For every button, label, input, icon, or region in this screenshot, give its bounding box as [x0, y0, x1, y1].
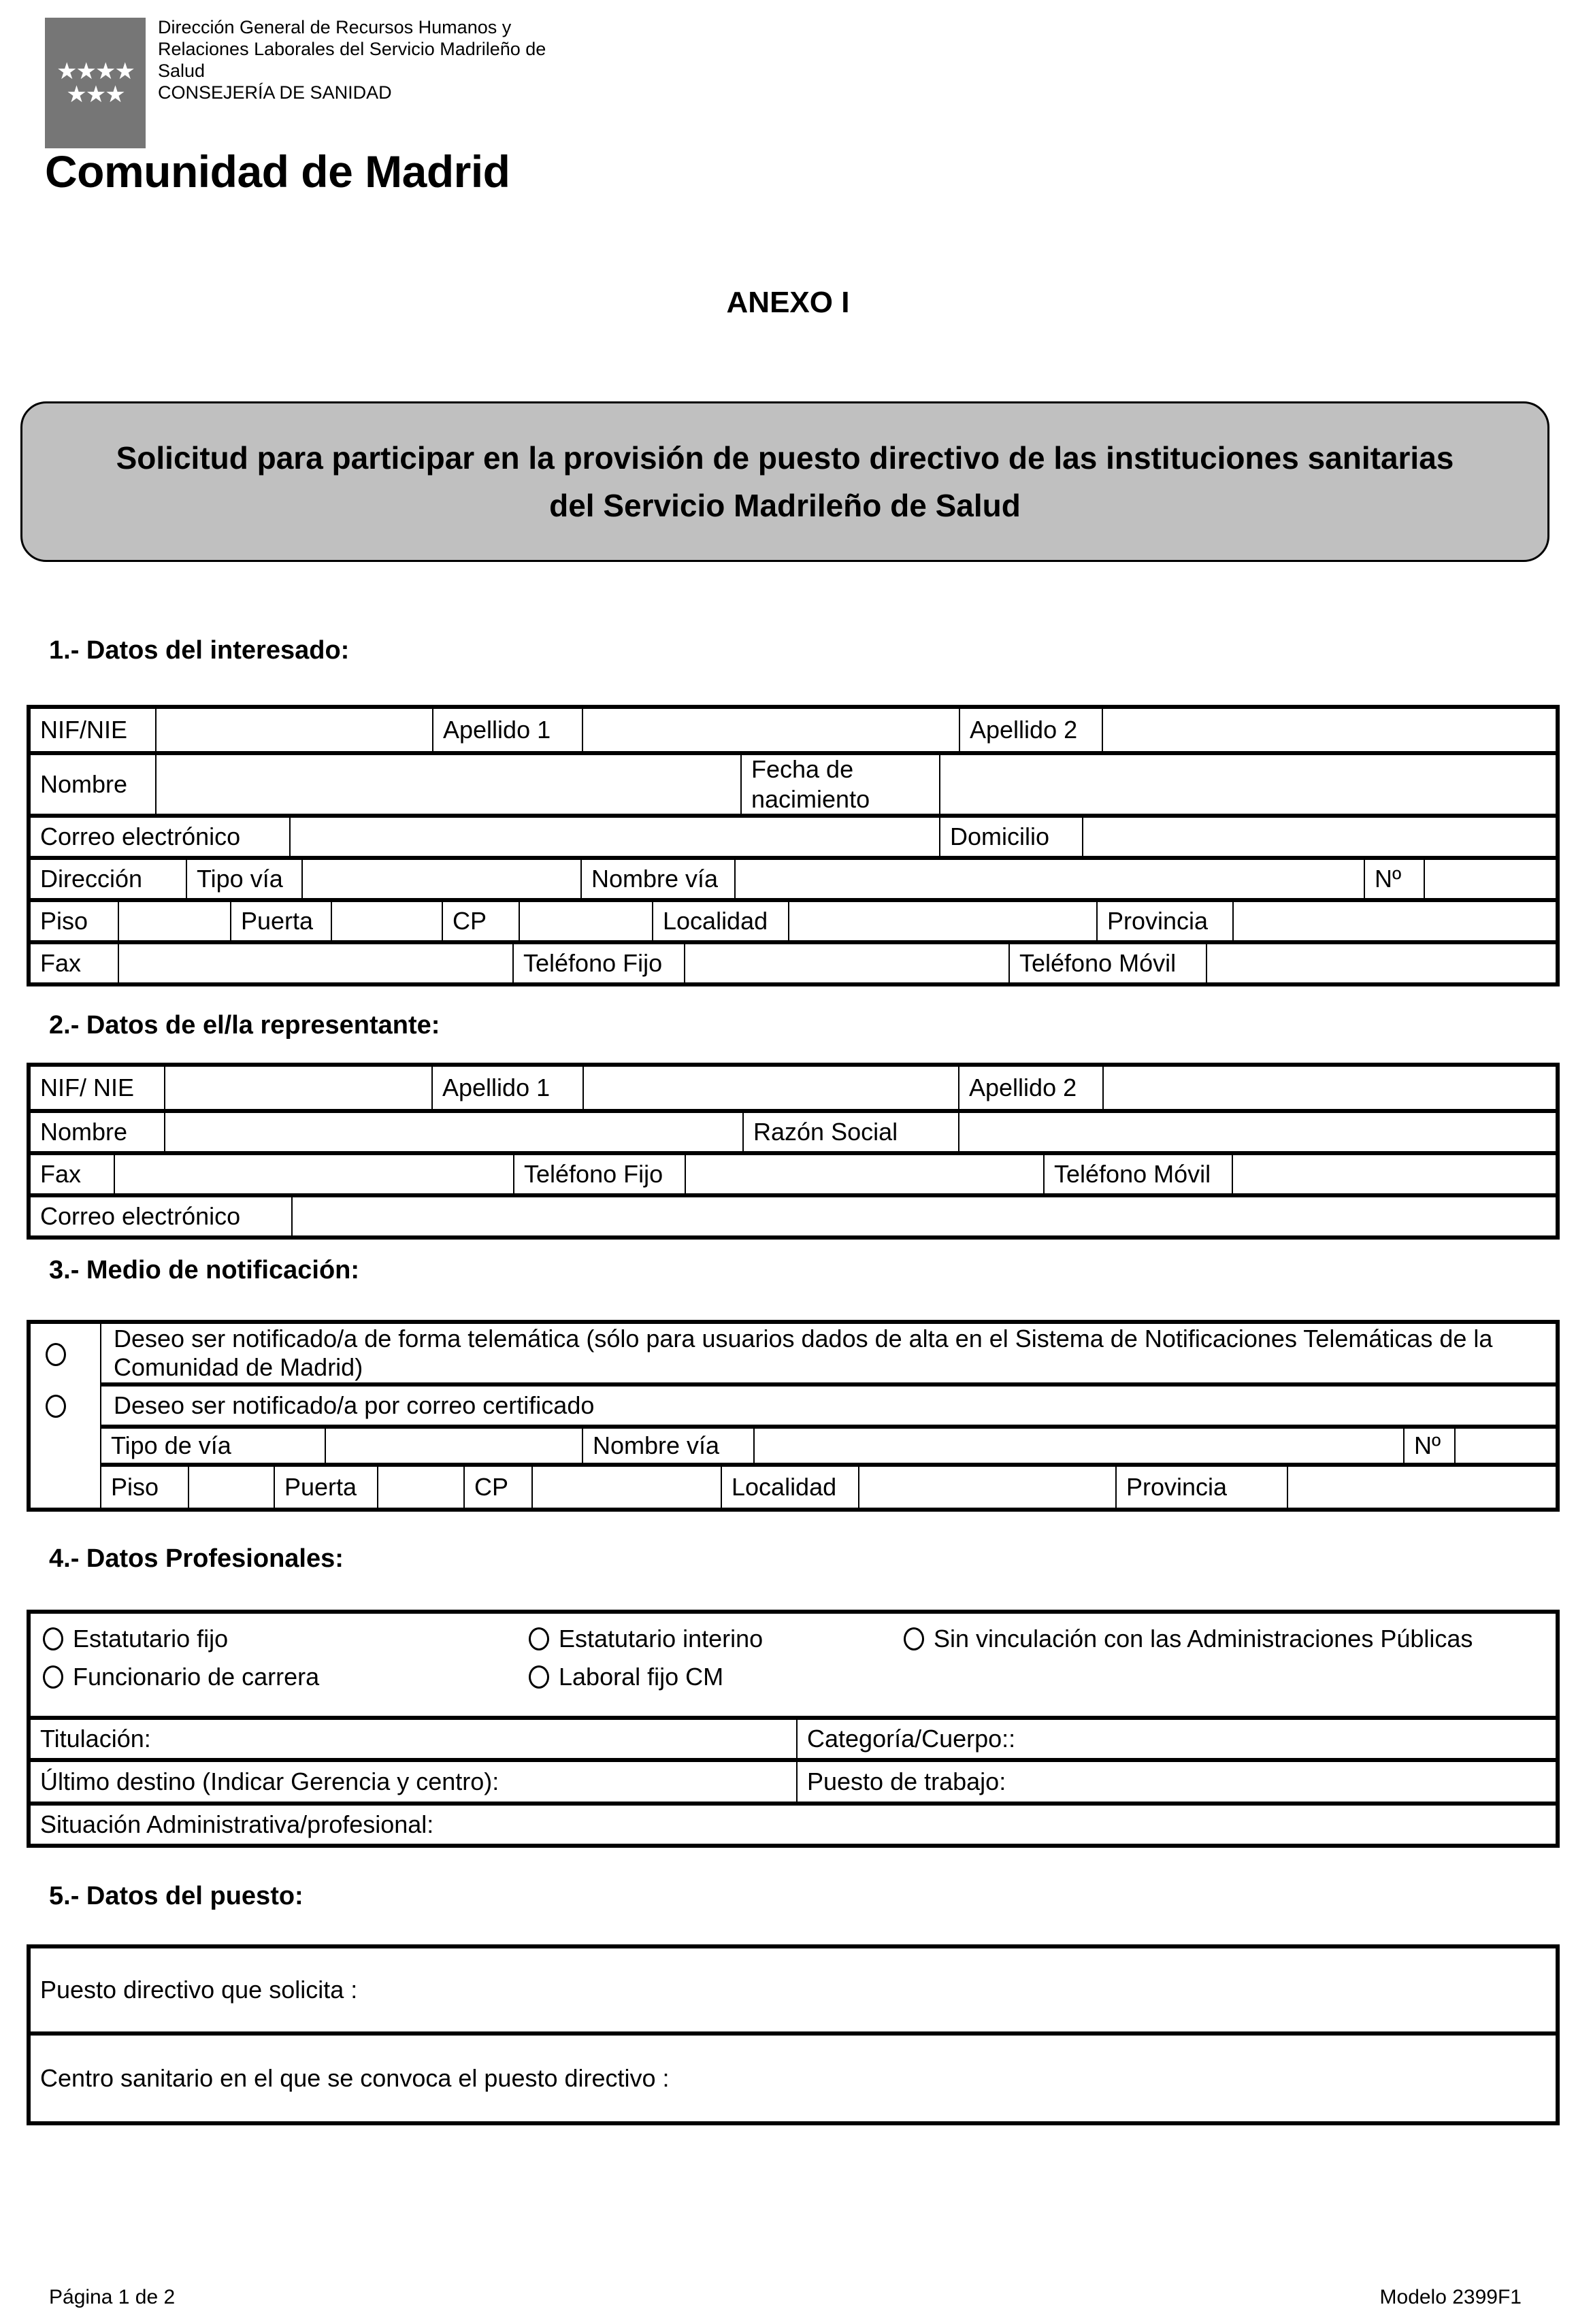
section2-heading: 2.- Datos de el/la representante:	[49, 1011, 440, 1040]
section5-table	[27, 1944, 1560, 2125]
radio-correo-certificado[interactable]	[46, 1395, 66, 1418]
cp-input[interactable]	[519, 902, 652, 940]
label-notif-piso: Piso	[111, 1473, 159, 1501]
titulacion-field[interactable]: Titulación:	[31, 1720, 796, 1758]
label-rep-correo: Correo electrónico	[40, 1202, 241, 1230]
section4-table	[27, 1610, 1560, 1848]
section1-heading: 1.- Datos del interesado:	[49, 636, 350, 665]
label-rep-nif: NIF/ NIE	[40, 1074, 135, 1101]
label-notif-numero: Nº	[1403, 1429, 1454, 1463]
provincia-input[interactable]	[1232, 902, 1556, 940]
section4-heading: 4.- Datos Profesionales:	[49, 1544, 344, 1573]
rep-nif-input[interactable]	[164, 1067, 431, 1109]
fax-input[interactable]	[118, 944, 512, 982]
label-domicilio: Domicilio	[939, 818, 1082, 856]
notif-tipo-via-input[interactable]	[325, 1429, 582, 1463]
option-correo-label: Deseo ser notificado/a por correo certificado	[101, 1387, 1556, 1429]
razon-social-input[interactable]	[958, 1113, 1556, 1151]
option-label: Funcionario de carrera	[73, 1663, 320, 1691]
categoria-field[interactable]: Categoría/Cuerpo::	[796, 1720, 1556, 1758]
domicilio-input[interactable]	[1082, 818, 1556, 856]
org-line: Relaciones Laborales del Servicio Madrileño de	[158, 39, 546, 59]
notif-piso-input[interactable]	[188, 1467, 274, 1508]
option-label: Sin vinculación con las Administraciones Públicas	[934, 1625, 1473, 1653]
notif-numero-input[interactable]	[1454, 1429, 1556, 1463]
localidad-input[interactable]	[788, 902, 1096, 940]
label-apellido2: Apellido 2	[959, 709, 1102, 751]
fecha-line2: nacimiento	[751, 785, 870, 813]
radio-sin-vinculacion[interactable]	[904, 1627, 924, 1650]
notif-cp-input[interactable]	[531, 1467, 721, 1508]
rep-apellido2-input[interactable]	[1102, 1067, 1556, 1109]
puesto-directivo-field[interactable]: Puesto directivo que solicita :	[31, 1948, 1556, 2031]
comunidad-madrid-logo	[45, 18, 146, 148]
label-rep-apellido1: Apellido 1	[431, 1067, 582, 1109]
option-label: Estatutario interino	[559, 1625, 764, 1653]
rep-apellido1-input[interactable]	[582, 1067, 958, 1109]
apellido2-input[interactable]	[1102, 709, 1556, 751]
label-notif-nombre-via: Nombre vía	[582, 1429, 753, 1463]
model-number: Modelo 2399F1	[1379, 2286, 1522, 2308]
section2-table	[27, 1063, 1560, 1240]
label-notif-cp: CP	[463, 1467, 531, 1508]
option-label: Laboral fijo CM	[559, 1663, 724, 1691]
notif-localidad-input[interactable]	[858, 1467, 1115, 1508]
label-rep-nombre: Nombre	[40, 1118, 128, 1146]
telefono-fijo-input[interactable]	[684, 944, 1008, 982]
telefono-movil-input[interactable]	[1206, 944, 1556, 982]
nombre-via-input[interactable]	[734, 860, 1364, 898]
label-notif-tipo-via: Tipo de vía	[111, 1431, 231, 1459]
organization-name	[158, 16, 546, 103]
brand-name: Comunidad de Madrid	[45, 146, 510, 197]
label-cp: CP	[442, 902, 519, 940]
label-fecha-nacimiento	[740, 755, 939, 814]
label-rep-fax: Fax	[40, 1160, 82, 1188]
rep-correo-input[interactable]	[291, 1197, 1556, 1235]
radio-telematica[interactable]	[46, 1343, 66, 1366]
label-rep-apellido2: Apellido 2	[958, 1067, 1102, 1109]
option-laboral-fijo[interactable]	[529, 1663, 723, 1691]
label-puerta: Puerta	[230, 902, 331, 940]
fecha-line1: Fecha de	[751, 755, 854, 783]
nif-input[interactable]	[155, 709, 432, 751]
piso-input[interactable]	[118, 902, 230, 940]
org-line: Dirección General de Recursos Humanos y	[158, 17, 512, 37]
rep-telefono-movil-input[interactable]	[1232, 1155, 1556, 1193]
notif-nombre-via-input[interactable]	[753, 1429, 1403, 1463]
label-numero: Nº	[1364, 860, 1424, 898]
label-notif-localidad: Localidad	[721, 1467, 858, 1508]
radio-laboral-fijo[interactable]	[529, 1665, 549, 1689]
label-nif: NIF/NIE	[40, 716, 128, 744]
notif-provincia-input[interactable]	[1287, 1467, 1556, 1508]
puesto-trabajo-field[interactable]: Puesto de trabajo:	[796, 1762, 1556, 1802]
label-apellido1: Apellido 1	[432, 709, 582, 751]
page-number: Página 1 de 2	[49, 2286, 176, 2308]
label-rep-telefono-movil: Teléfono Móvil	[1043, 1155, 1232, 1193]
numero-input[interactable]	[1424, 860, 1556, 898]
label-notif-puerta: Puerta	[274, 1467, 377, 1508]
form-title-line1: Solicitud para participar en la provisión de puesto directivo de las instituciones sanitarias	[116, 440, 1454, 476]
ultimo-destino-field[interactable]: Último destino (Indicar Gerencia y centro):	[31, 1762, 796, 1802]
section5-heading: 5.- Datos del puesto:	[49, 1882, 303, 1910]
label-rep-telefono-fijo: Teléfono Fijo	[513, 1155, 685, 1193]
radio-estatutario-fijo[interactable]	[43, 1627, 63, 1650]
option-estatutario-fijo[interactable]	[43, 1625, 228, 1653]
label-tipo-via: Tipo vía	[186, 860, 301, 898]
nombre-input[interactable]	[155, 755, 740, 814]
apellido1-input[interactable]	[582, 709, 959, 751]
label-piso: Piso	[40, 907, 88, 935]
label-correo: Correo electrónico	[40, 823, 241, 850]
option-funcionario-carrera[interactable]	[43, 1663, 319, 1691]
stars-icon: ★★★★ ★★★	[56, 59, 134, 107]
option-sin-vinculacion[interactable]	[904, 1625, 1473, 1653]
option-estatutario-interino[interactable]	[529, 1625, 763, 1653]
org-line: Salud	[158, 61, 206, 81]
label-notif-provincia: Provincia	[1115, 1467, 1287, 1508]
rep-fax-input[interactable]	[114, 1155, 513, 1193]
section3-heading: 3.- Medio de notificación:	[49, 1256, 360, 1284]
label-localidad: Localidad	[652, 902, 788, 940]
rep-telefono-fijo-input[interactable]	[685, 1155, 1043, 1193]
form-title-line2: del Servicio Madrileño de Salud	[549, 488, 1021, 523]
notif-puerta-input[interactable]	[377, 1467, 463, 1508]
option-label: Estatutario fijo	[73, 1625, 229, 1653]
employment-type-options	[31, 1614, 1556, 1716]
fecha-nacimiento-input[interactable]	[939, 755, 1556, 814]
label-telefono-fijo: Teléfono Fijo	[512, 944, 684, 982]
label-fax: Fax	[40, 949, 82, 977]
radio-estatutario-interino[interactable]	[529, 1627, 549, 1650]
form-title-box	[20, 401, 1549, 562]
section1-table	[27, 705, 1560, 986]
centro-sanitario-field[interactable]: Centro sanitario en el que se convoca el puesto directivo :	[31, 2036, 1556, 2121]
section3-table	[27, 1320, 1560, 1512]
puerta-input[interactable]	[331, 902, 442, 940]
option-telematica-label: Deseo ser notificado/a de forma telemática (sólo para usuarios dados de alta en el Sistema de Notificaciones Telemáticas de la Comunidad de Madrid)	[101, 1324, 1556, 1387]
radio-funcionario-carrera[interactable]	[43, 1665, 63, 1689]
notification-options	[101, 1324, 1556, 1508]
rep-nombre-input[interactable]	[164, 1113, 742, 1151]
tipo-via-input[interactable]	[301, 860, 580, 898]
org-line: CONSEJERÍA DE SANIDAD	[158, 82, 392, 103]
label-provincia: Provincia	[1096, 902, 1232, 940]
label-nombre-via: Nombre vía	[580, 860, 734, 898]
label-telefono-movil: Teléfono Móvil	[1008, 944, 1206, 982]
label-razon-social: Razón Social	[742, 1113, 958, 1151]
correo-input[interactable]	[289, 818, 939, 856]
situacion-field[interactable]: Situación Administrativa/profesional:	[31, 1806, 1556, 1844]
annex-title: ANEXO I	[726, 286, 850, 319]
label-nombre: Nombre	[40, 770, 128, 798]
radio-column	[31, 1324, 101, 1508]
label-direccion: Dirección	[40, 865, 143, 893]
